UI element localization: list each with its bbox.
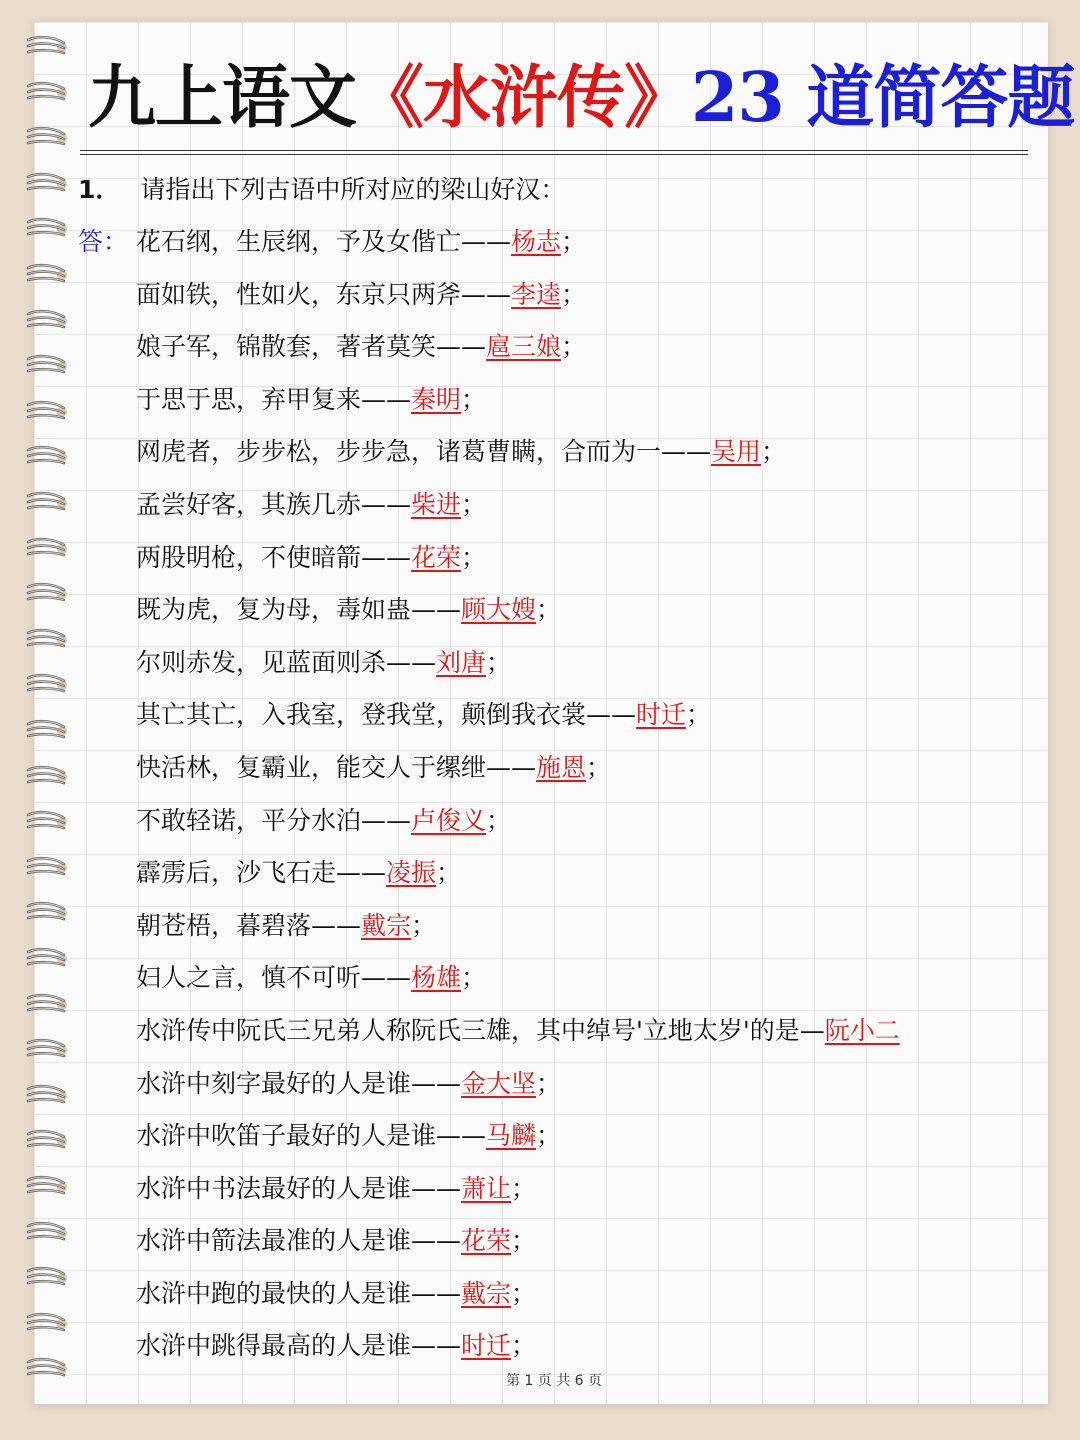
line-end: ；	[486, 805, 512, 835]
page-footer: 第 1 页 共 6 页	[505, 1373, 603, 1389]
answer-line	[136, 273, 1036, 326]
answer-line	[136, 746, 1036, 799]
line-end: ；	[461, 384, 487, 414]
line-end: ；	[561, 227, 587, 256]
spiral-ring-icon	[24, 34, 72, 60]
answer-name: 吴用	[711, 437, 762, 467]
answer-line	[136, 1062, 1036, 1115]
answer-name: 柴进	[411, 489, 462, 519]
answer-name: 顾大嫂	[461, 595, 537, 625]
spiral-ring-icon	[24, 581, 72, 607]
clue-text: 不敢轻诺，平分水泊——	[136, 805, 412, 835]
line-end: ；	[586, 752, 612, 782]
answer-name: 施恩	[536, 752, 587, 782]
answer-line	[136, 1114, 1036, 1167]
clue-text: 水浒传中阮氏三兄弟人称阮氏三雄，其中绰号'立地太岁'的是—	[136, 1015, 825, 1045]
clue-text: 既为虎，复为母，毒如蛊——	[136, 595, 462, 625]
spiral-ring-icon	[24, 1037, 72, 1063]
line-end: ；	[461, 489, 487, 519]
answer-name: 李逵	[511, 279, 562, 309]
spiral-ring-icon	[24, 353, 72, 379]
spiral-ring-icon	[24, 1128, 72, 1154]
clue-text: 朝苍梧，暮碧落——	[136, 910, 362, 940]
spiral-ring-icon	[24, 764, 72, 790]
answer-line	[136, 430, 1036, 483]
line-end: ；	[511, 1173, 537, 1203]
answer-line	[136, 956, 1036, 1009]
clue-text: 妇人之言，慎不可听——	[136, 963, 412, 993]
answer-line	[136, 851, 1036, 904]
clue-text: 霹雳后，沙飞石走——	[136, 858, 387, 888]
answer-name: 时迁	[461, 1331, 512, 1361]
answer-line	[136, 1219, 1036, 1272]
spiral-ring-icon	[24, 1220, 72, 1246]
spiral-ring-icon	[24, 536, 72, 562]
answer-line	[136, 1272, 1036, 1325]
spiral-ring-icon	[24, 125, 72, 151]
answer-line	[136, 1167, 1036, 1220]
title-divider-bottom	[80, 154, 1028, 155]
clue-text: 其亡其亡，入我室，登我堂，颠倒我衣裳——	[136, 700, 637, 730]
spiral-ring-icon	[24, 262, 72, 288]
spiral-ring-icon	[24, 216, 72, 242]
spiral-ring-icon	[24, 444, 72, 470]
clue-text: 水浒中刻字最好的人是谁——	[136, 1068, 462, 1098]
line-end: ；	[486, 647, 512, 677]
answer-line	[136, 220, 1036, 273]
clue-text: 水浒中书法最好的人是谁——	[136, 1173, 462, 1203]
answer-line	[136, 483, 1036, 536]
spiral-ring-icon	[24, 809, 72, 835]
line-end: ；	[561, 332, 587, 362]
line-end: ；	[561, 279, 587, 309]
answer-label: 答：	[78, 227, 129, 256]
answer-line	[136, 904, 1036, 957]
answer-line	[136, 641, 1036, 694]
spiral-ring-icon	[24, 1265, 72, 1291]
answer-name: 阮小二	[824, 1015, 900, 1045]
answer-name: 花荣	[411, 542, 462, 572]
line-end: ；	[511, 1278, 537, 1308]
answer-name: 杨雄	[411, 963, 462, 993]
clue-text: 网虎者，步步松，步步急，诸葛曹瞒，合而为一——	[136, 437, 712, 467]
clue-text: 水浒中跳得最高的人是谁——	[136, 1331, 462, 1361]
spiral-ring-icon	[24, 490, 72, 516]
answer-name: 萧让	[461, 1173, 512, 1203]
spiral-ring-icon	[24, 399, 72, 425]
title-part-grade: 九上语文	[88, 58, 357, 138]
answer-line	[136, 1009, 1036, 1062]
clue-text: 水浒中吹笛子最好的人是谁——	[136, 1121, 487, 1151]
answer-name: 戴宗	[461, 1278, 512, 1308]
line-end: ；	[511, 1331, 537, 1361]
clue-text: 娘子军，锦散套，著者莫笑——	[136, 332, 487, 362]
spiral-ring-icon	[24, 1311, 72, 1337]
line-end: ；	[461, 963, 487, 993]
clue-text: 水浒中跑的最快的人是谁——	[136, 1278, 462, 1308]
answer-name: 马麟	[486, 1121, 537, 1151]
answer-name: 扈三娘	[486, 332, 562, 362]
answer-name: 刘唐	[436, 647, 487, 677]
line-end: ；	[536, 1121, 562, 1151]
spiral-ring-icon	[24, 718, 72, 744]
spiral-ring-icon	[24, 992, 72, 1018]
clue-text: 孟尝好客，其族几赤——	[136, 489, 412, 519]
spiral-ring-icon	[24, 627, 72, 653]
line-end: ；	[461, 542, 487, 572]
answer-line	[136, 378, 1036, 431]
clue-text: 面如铁，性如火，东京只两斧——	[136, 279, 512, 309]
answer-line	[136, 588, 1036, 641]
spiral-ring-icon	[24, 855, 72, 881]
spiral-ring-icon	[24, 1083, 72, 1109]
answer-name: 秦明	[411, 384, 462, 414]
spiral-ring-icon	[24, 80, 72, 106]
question-number: 1．	[78, 175, 121, 204]
title-part-book: 《水浒传》	[356, 58, 692, 138]
clue-text: 两股明枪，不使暗箭——	[136, 542, 412, 572]
answer-line	[136, 799, 1036, 852]
line-end: ；	[686, 700, 712, 730]
line-end: ；	[511, 1226, 537, 1256]
spiral-ring-icon	[24, 171, 72, 197]
spiral-ring-icon	[24, 900, 72, 926]
spiral-binding	[24, 34, 76, 1394]
answer-name: 凌振	[386, 858, 437, 888]
answer-name: 花荣	[461, 1226, 512, 1256]
line-end: ；	[411, 910, 437, 940]
clue-text: 尔则赤发，见蓝面则杀——	[136, 647, 437, 677]
title-part-count: 23 道简答题	[691, 58, 1075, 138]
line-end: ；	[761, 437, 787, 467]
question-heading	[78, 168, 565, 212]
line-end: ；	[536, 1068, 562, 1098]
spiral-ring-icon	[24, 672, 72, 698]
title-divider-top	[80, 150, 1028, 151]
clue-text: 快活林，复霸业，能交人于缧绁——	[136, 752, 537, 782]
clue-text: 花石纲，生辰纲，予及女偕亡——	[136, 227, 512, 256]
answer-name: 金大坚	[461, 1068, 537, 1098]
answer-name: 杨志	[511, 227, 562, 256]
spiral-ring-icon	[24, 946, 72, 972]
answer-line	[136, 693, 1036, 746]
spiral-ring-icon	[24, 1174, 72, 1200]
answer-name: 戴宗	[361, 910, 412, 940]
clue-text: 于思于思，弃甲复来——	[136, 384, 412, 414]
line-end: ；	[536, 595, 562, 625]
answer-name: 时迁	[636, 700, 687, 730]
answer-name: 卢俊义	[411, 805, 487, 835]
question-text: 请指出下列古语中所对应的梁山好汉：	[140, 175, 566, 204]
answer-line	[136, 536, 1036, 589]
line-end: ；	[436, 858, 462, 888]
answer-list	[136, 220, 1036, 1377]
page-title	[88, 52, 1075, 144]
clue-text: 水浒中箭法最准的人是谁——	[136, 1226, 462, 1256]
answer-line	[136, 325, 1036, 378]
spiral-ring-icon	[24, 308, 72, 334]
